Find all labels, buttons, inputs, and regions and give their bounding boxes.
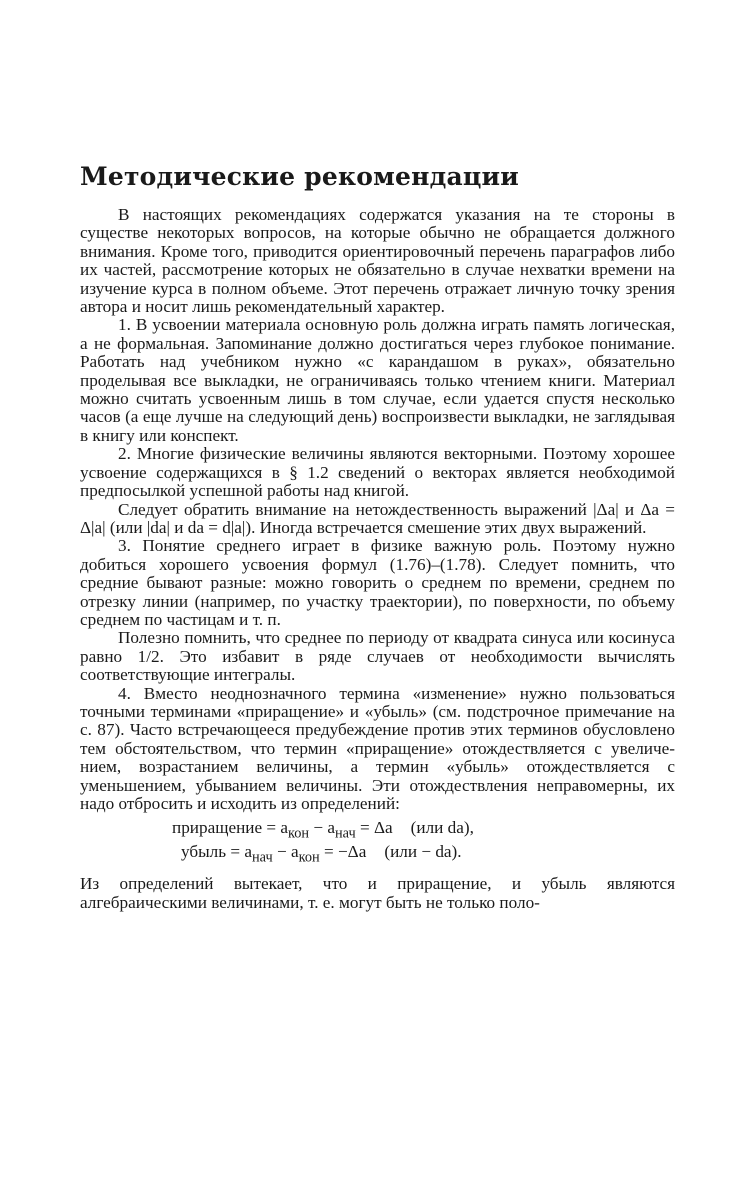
paragraph-intro: В настоящих рекомендациях содержатся указания на те стороны в существе некоторых вопросов, на которые обычно не обращается должного внимания. Кроме того, приводится ориентировочный перечень параграфов либо их частей, рассмотрение которых не обязательно в случае нехватки времени на изучение курса в полном объеме. Этот перечень отражает личную точку зрения автора и носит лишь рекомендательный характер. xyxy=(80,205,675,317)
paragraph-average-note: Полезно помнить, что среднее по периоду от квадрата синуса или косинуса равно 1/2. Это избавит в ряде случаев от необходимости вычислять соответствующие интегралы. xyxy=(80,628,675,685)
paragraph-item-3: 3. Понятие среднего играет в физике важную роль. Поэтому нужно добиться хорошего усвоения формул (1.76)–(1.78). Следует помнить, что средние бывают разные: можно говорить о среднем по времени, среднем по отрезку линии (например, по участку траектории), по поверхности, по объему среднем по частицам и т. п. xyxy=(80,536,675,629)
paragraph-closing: Из определений вытекает, что и приращение, и убыль являются алгебраическими величинами, т. е. могут быть не только поло- xyxy=(80,874,675,912)
page-title: Методические рекомендации xyxy=(80,162,520,191)
paragraph-item-2: 2. Многие физические величины являются векторными. Поэтому хорошее усвоение содержащихся в § 1.2 сведений о векторах является необходимой предпосылкой успешной работы над книгой. xyxy=(80,444,675,501)
formula-block xyxy=(80,819,675,867)
paragraph-item-1: 1. В усвоении материала основную роль должна играть память логическая, а не формальная. Запоминание должно достигаться через глубокое понимание. Работать над учебником нужно «с карандашом в руках», обязательно проделывая все выкладки, не ограничиваясь только чтением книги. Материал можно считать усвоенным лишь в том случае, если удается спустя несколько часов (а еще лучше на следующий день) воспроизвести выкладки, не заглядывая в книгу или конспект. xyxy=(80,315,675,445)
paragraph-vector-note: Следует обратить внимание на нетождественность выражений |Δa| и Δa = Δ|a| (или |da| и da = d|a|). Иногда встречается смешение этих двух выражений. xyxy=(80,499,675,537)
paragraph-item-4: 4. Вместо неоднозначного термина «изменение» нужно пользоваться точными терминами «приращение» и «убыль» (см. подстрочное примечание на с. 87). Часто встречающееся предубеждение против этих терминов обусловлено тем обстоятельством, что термин «приращение» отождествляется с увеличением, возрастанием величины, а термин «убыль» отождествляется с уменьшением, убыванием величины. Эти отождествления неправомерны, их надо отбросить и исходить из определений: xyxy=(80,683,675,813)
document-body xyxy=(80,206,675,912)
formula-decrement: убыль = $a_{нач} - a_{кон} = -\Delta a$ (или − da). xyxy=(181,842,462,866)
formula-increment: приращение = $a_{кон} - a_{нач} = \Delta a$ (или da), xyxy=(172,818,474,842)
